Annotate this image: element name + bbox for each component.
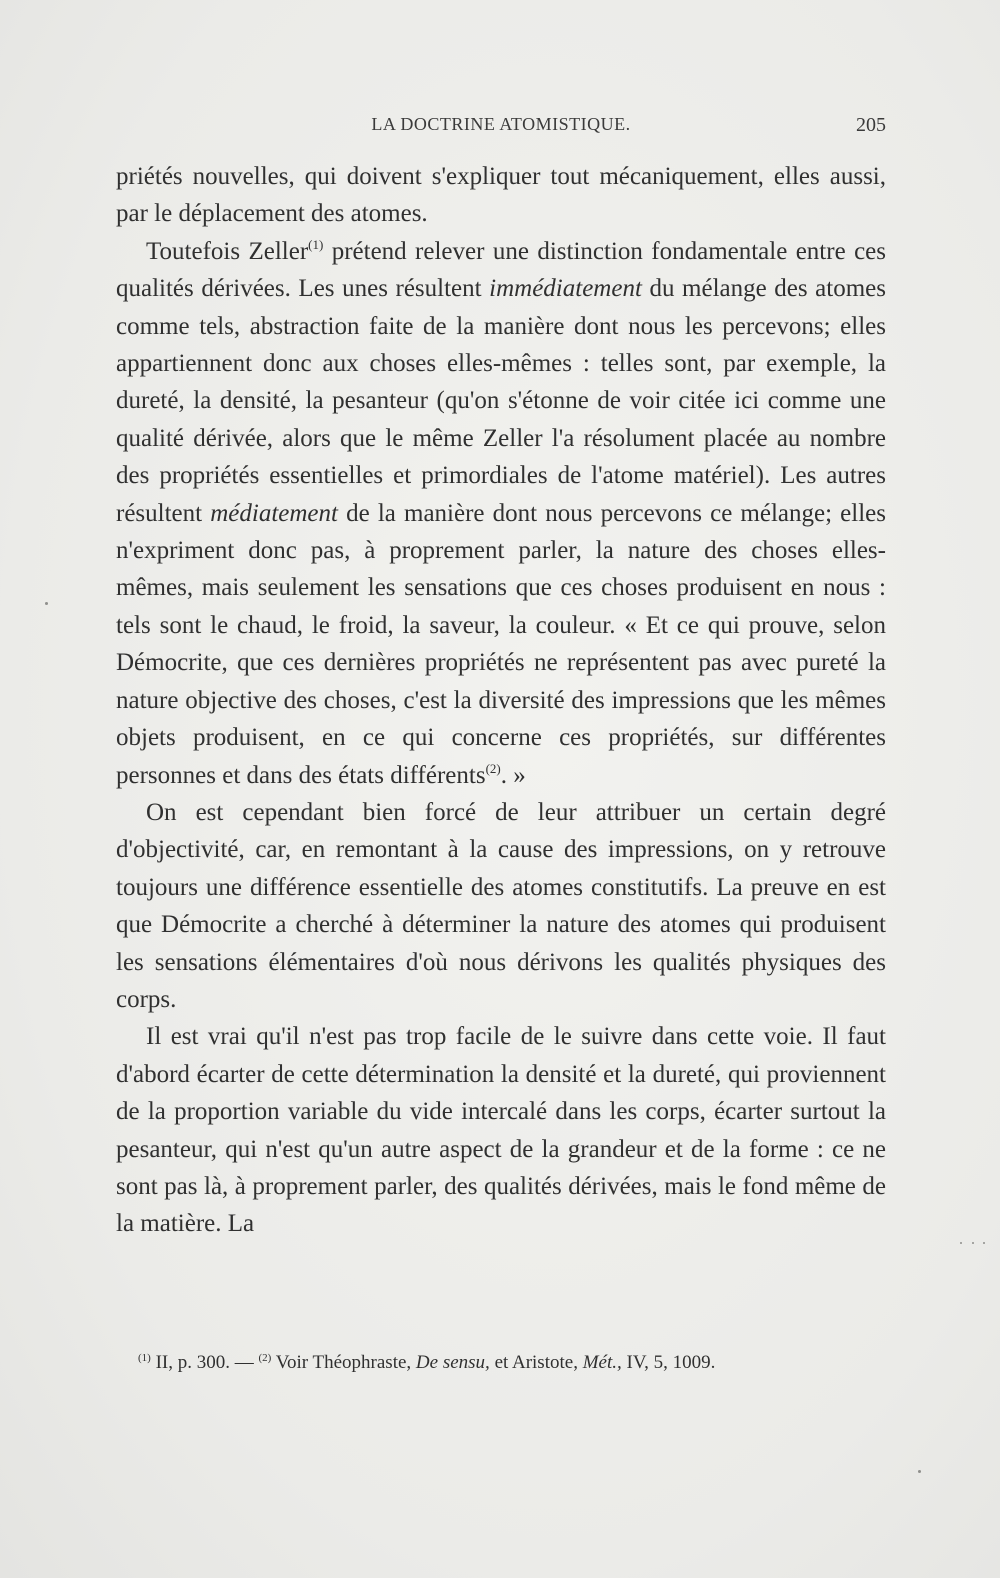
footnote-1-mark: (1) [138, 1352, 151, 1364]
paragraph-2 [116, 233, 886, 794]
paragraph-1 [116, 158, 886, 233]
paragraph-1-text: priétés nouvelles, qui doivent s'expliquer tout mécaniquement, elles aussi, par le déplacement des atomes. [116, 163, 886, 228]
footnote-2-italic-de-sensu: De sensu, [415, 1352, 490, 1373]
paper-speck [960, 1242, 962, 1244]
paper-speck [918, 1470, 921, 1473]
footnote-2-mark: (2) [258, 1352, 272, 1364]
footnote-2-italic-met: Mét., [582, 1352, 622, 1373]
paper-speck [983, 1242, 985, 1244]
paragraph-2-part-c: du mélange des atomes comme tels, abstraction faite de la manière dont nous les percevons; elles appartiennent donc aux choses elles-mêmes : telles sont, par exemple, la dureté, la densité, la pesanteur (qu'on s'étonne de voir citée ici comme une qualité dérivée, alors que le même Zeller l'a résolument placée au nombre des propriétés essentielles et primordiales de l'atome matériel). Les autres résultent [116, 275, 886, 527]
paragraph-2-part-e: . » [500, 761, 526, 789]
paper-speck [972, 1242, 974, 1244]
paragraph-4-text: Il est vrai qu'il n'est pas trop facile de le suivre dans cette voie. Il faut d'abord écarter de cette détermination la densité et la dureté, qui proviennent de la proportion variable du vide intercalé dans les corps, écarter surtout la pesanteur, qui n'est qu'un autre aspect de la grandeur et de la forme : ce ne sont pas là, à proprement parler, des qualités dérivées, mais le fond même de la matière. La [116, 1023, 886, 1238]
paragraph-2-part-a: Toutefois Zeller [146, 237, 309, 265]
paper-speck [45, 602, 48, 605]
body-text [116, 158, 886, 1243]
italic-mediatement: médiatement [210, 499, 338, 527]
footnote-2-text-a: Voir Théophraste, [271, 1352, 416, 1373]
paragraph-4 [116, 1018, 886, 1242]
paragraph-2-part-b: prétend relever une distinction fondamentale entre ces qualités dérivées. Les unes résultent [116, 237, 886, 303]
page-number: 205 [856, 114, 886, 136]
running-title: LA DOCTRINE ATOMISTIQUE. [371, 114, 631, 134]
footnote-ref-2: (2) [485, 760, 501, 776]
italic-immediatement: immédiatement [489, 275, 642, 303]
paragraph-3 [116, 794, 886, 1018]
footnote-1-text: II, p. 300. — [150, 1352, 259, 1373]
footnote-2-text-c: IV, 5, 1009. [621, 1352, 716, 1373]
paragraph-3-text: On est cependant bien forcé de leur attribuer un certain degré d'objectivité, car, en remontant à la cause des impressions, on y retrouve toujours une différence essentielle des atomes constitutifs. La preuve en est que Démocrite a cherché à déterminer la nature des atomes qui produisent les sensations élémentaires d'où nous dérivons les qualités physiques des corps. [116, 798, 886, 1013]
footnotes [138, 1352, 898, 1374]
paragraph-2-part-d: de la manière dont nous percevons ce mélange; elles n'expriment donc pas, à proprement parler, la nature des choses elles-mêmes, mais seulement les sensations que ces choses produisent en nous : tels sont le chaud, le froid, la saveur, la couleur. « Et ce qui prouve, selon Démocrite, que ces dernières propriétés ne représentent pas avec pureté la nature objective des choses, c'est la diversité des impressions que les mêmes objets produisent, en ce qui concerne ces propriétés, sur différentes personnes et dans des états différents [116, 499, 886, 789]
footnote-2-text-b: et Aristote, [489, 1352, 583, 1373]
footnote-ref-1: (1) [308, 236, 324, 252]
page-header [116, 114, 886, 144]
